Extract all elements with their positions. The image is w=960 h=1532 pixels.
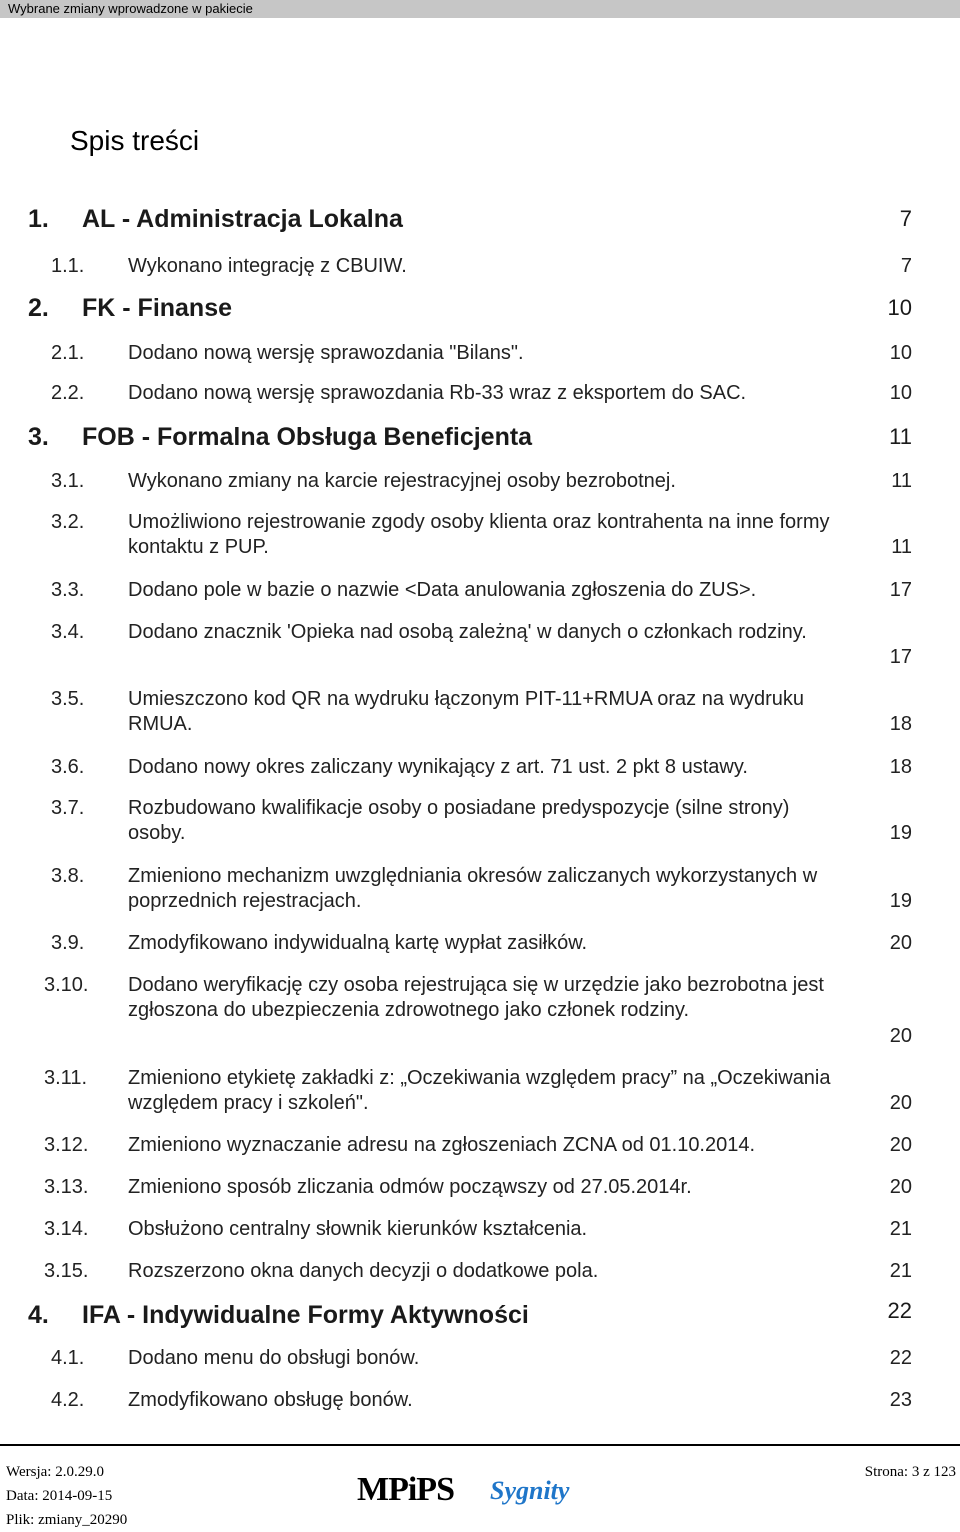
toc-entry-label: FOB - Formalna Obsługa Beneficjenta [82, 423, 533, 451]
toc-entry-label: Zmieniono etykietę zakładki z: „Oczekiwania względem pracy” na „Oczekiwania względem pracy i szkoleń". [128, 1067, 831, 1114]
toc-entry-page: 10 [889, 342, 912, 364]
footer-file: Plik: zmiany_20290 [6, 1512, 128, 1528]
toc-entry-number: 3.13. [44, 1176, 89, 1198]
toc-entry-label: Dodano nową wersję sprawozdania "Bilans". [128, 342, 524, 364]
toc-entry-number: 3.15. [44, 1260, 89, 1282]
toc-entry-page: 23 [889, 1389, 912, 1411]
toc-entry-page: 20 [889, 1092, 912, 1114]
toc-entry-page: 20 [889, 1134, 912, 1156]
toc-entry-number: 4. [28, 1301, 49, 1329]
toc-entry-label: Umieszczono kod QR na wydruku łączonym PIT-11+RMUA oraz na wydruku RMUA. [128, 688, 805, 735]
toc-entry-page: 7 [899, 206, 912, 231]
toc-entry-page: 17 [889, 646, 912, 668]
toc-entry-number: 2.1. [51, 342, 85, 364]
footer-page-info: Strona: 3 z 123 [864, 1464, 956, 1480]
toc-entry-number: 3. [28, 423, 49, 451]
toc-entry-page: 19 [889, 890, 912, 912]
toc-entry-label: Dodano menu do obsługi bonów. [128, 1347, 420, 1369]
toc-entry-page: 18 [889, 756, 912, 778]
toc-entry-number: 3.12. [44, 1134, 89, 1156]
toc-entry-number: 4.2. [51, 1389, 85, 1411]
toc-entry-label: Zmodyfikowano obsługę bonów. [128, 1389, 413, 1411]
toc-entry-number: 1.1. [51, 255, 85, 277]
toc-entry-number: 3.6. [51, 756, 85, 778]
toc-entry-label: Wykonano zmiany na karcie rejestracyjnej osoby bezrobotnej. [128, 470, 676, 492]
toc-entry-label: Wykonano integrację z CBUIW. [128, 255, 407, 277]
toc-entry-page: 11 [889, 424, 912, 449]
toc-entry-number: 3.2. [51, 511, 85, 533]
toc-entry-page: 22 [889, 1347, 912, 1369]
toc-entry-page: 7 [900, 255, 912, 277]
toc-entry-page: 11 [891, 470, 912, 492]
toc-entry-number: 3.3. [51, 579, 85, 601]
toc-entry-number: 3.14. [44, 1218, 89, 1240]
sygnity-logo: Sygnity [490, 1476, 570, 1505]
toc-entry-page: 19 [889, 822, 912, 844]
toc-title: Spis treści [70, 125, 200, 156]
toc-entry-number: 3.5. [51, 688, 85, 710]
toc-entry-page: 20 [889, 1176, 912, 1198]
toc-entry-page: 22 [887, 1298, 912, 1323]
toc-entry-label: Obsłużono centralny słownik kierunków kształcenia. [128, 1218, 588, 1240]
toc-entry-page: 10 [889, 382, 912, 404]
toc-entry-page: 20 [889, 1025, 912, 1047]
toc-entry-label: Rozszerzono okna danych decyzji o dodatkowe pola. [128, 1260, 599, 1282]
toc-entry-number: 1. [28, 205, 49, 233]
toc-entry-label: Dodano nowy okres zaliczany wynikający z art. 71 ust. 2 pkt 8 ustawy. [128, 756, 748, 778]
toc-entry-label: FK - Finanse [82, 294, 233, 322]
toc-entry-page: 20 [889, 932, 912, 954]
toc-entry-label: Dodano weryfikację czy osoba rejestrująca się w urzędzie jako bezrobotna jest zgłoszona do ubezpieczenia zdrowotnego jako członek rodziny. [128, 974, 824, 1021]
toc-entry-page: 17 [889, 579, 912, 601]
page-footer [0, 1444, 960, 1532]
toc-entry-label: Dodano pole w bazie o nazwie <Data anulowania zgłoszenia do ZUS>. [128, 579, 757, 601]
toc-entry-number: 2.2. [51, 382, 85, 404]
footer-version: Wersja: 2.0.29.0 [6, 1464, 104, 1480]
toc-entry-label: AL - Administracja Lokalna [82, 205, 403, 233]
toc-entry-label: Zmieniono mechanizm uwzględniania okresów zaliczanych wykorzystanych w poprzednich rejestracjach. [128, 865, 818, 912]
toc-entry-label: Umożliwiono rejestrowanie zgody osoby klienta oraz kontrahenta na inne formy kontaktu z PUP. [128, 511, 830, 558]
mpips-logo: MPiPS [357, 1471, 454, 1508]
toc-entry-number: 2. [28, 294, 49, 322]
toc-entry-label: Zmieniono wyznaczanie adresu na zgłoszeniach ZCNA od 01.10.2014. [128, 1134, 756, 1156]
toc-entry-number: 3.8. [51, 865, 85, 887]
toc-entry-page: 10 [887, 295, 912, 320]
toc-entry-label: Zmodyfikowano indywidualną kartę wypłat zasiłków. [128, 932, 588, 954]
toc-entry-page: 21 [889, 1218, 912, 1240]
toc-entry-page: 21 [889, 1260, 912, 1282]
toc-entry-number: 3.7. [51, 797, 85, 819]
toc-entry-label: Dodano znacznik 'Opieka nad osobą zależną' w danych o członkach rodziny. [128, 621, 807, 643]
toc-entry-number: 3.1. [51, 470, 85, 492]
toc-entry-page: 18 [889, 713, 912, 735]
header-title: Wybrane zmiany wprowadzone w pakiecie [8, 1, 253, 16]
toc-entry-number: 3.11. [44, 1067, 87, 1089]
toc-entry-label: Zmieniono sposób zliczania odmów począwszy od 27.05.2014r. [128, 1176, 692, 1198]
toc-entry-label: IFA - Indywidualne Formy Aktywności [82, 1301, 529, 1329]
toc-entry-label: Dodano nową wersję sprawozdania Rb-33 wraz z eksportem do SAC. [128, 382, 747, 404]
toc-entry-number: 3.9. [51, 932, 85, 954]
toc-entry-number: 4.1. [51, 1347, 85, 1369]
toc-entry-page: 11 [891, 536, 912, 558]
toc-entry-label: Rozbudowano kwalifikacje osoby o posiadane predyspozycje (silne strony) osoby. [128, 797, 790, 844]
footer-date: Data: 2014-09-15 [6, 1488, 113, 1504]
toc-entry-number: 3.4. [51, 621, 85, 643]
toc-entry-number: 3.10. [44, 974, 89, 996]
